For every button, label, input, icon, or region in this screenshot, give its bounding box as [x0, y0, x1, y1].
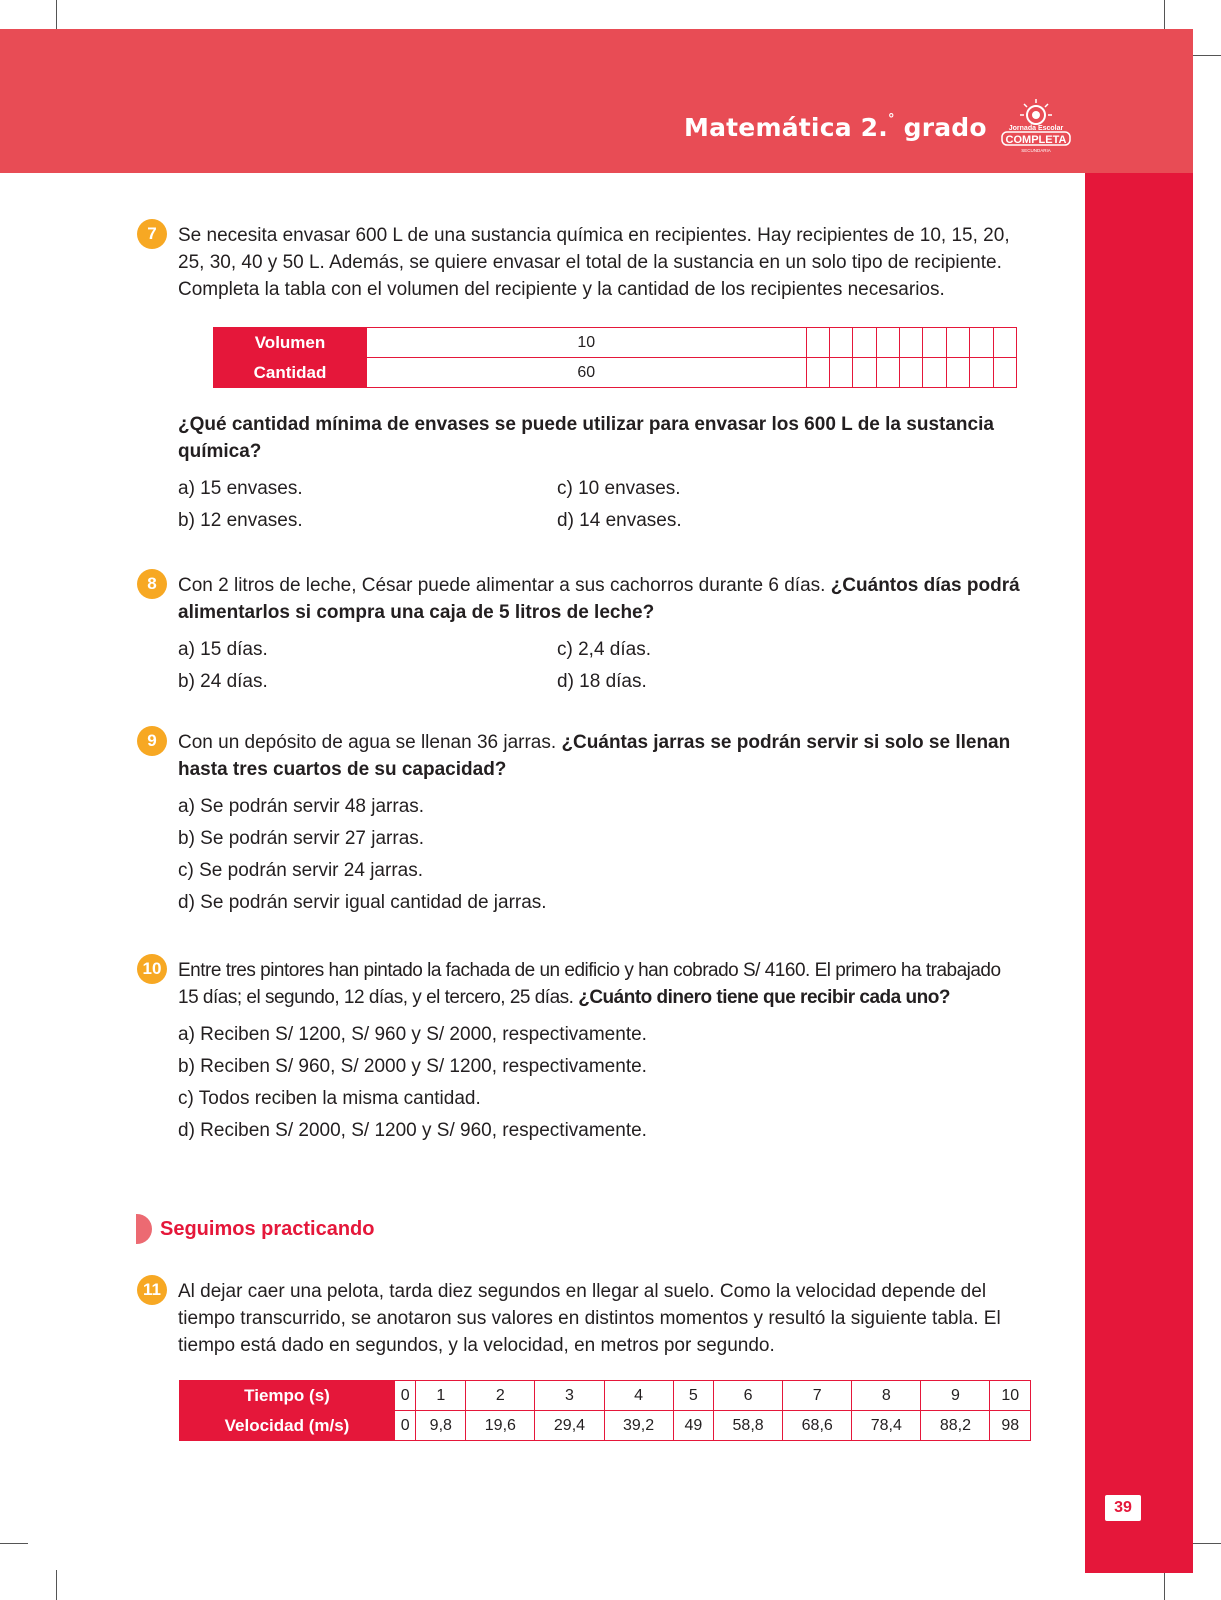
logo-text-line2: COMPLETA — [1005, 134, 1067, 146]
table-cell[interactable] — [923, 328, 946, 358]
degree-mark: ° — [887, 111, 895, 127]
text-span: 15 días; el segundo, 12 días, y el tercero, 25 días. — [178, 987, 579, 1008]
table-cell: 7 — [783, 1381, 852, 1411]
text-line — [178, 756, 1038, 783]
question-11-text — [178, 1278, 1038, 1359]
row-header-velocidad: Velocidad (m/s) — [180, 1411, 395, 1441]
table-cell: 19,6 — [466, 1411, 535, 1441]
crop-mark — [0, 1543, 28, 1544]
text-line — [178, 729, 1038, 756]
table-cell: 39,2 — [604, 1411, 673, 1441]
question-7-prompt — [178, 411, 1038, 465]
page-title — [684, 113, 987, 142]
text-line: ¿Qué cantidad mínima de envases se puede utilizar para envasar los 600 L de la sustancia — [178, 414, 994, 435]
table-cell: 1 — [416, 1381, 466, 1411]
table-cell[interactable] — [853, 358, 876, 388]
text-line — [178, 599, 1038, 626]
table-cell[interactable] — [993, 358, 1016, 388]
table-cell[interactable] — [970, 358, 993, 388]
question-9-text — [178, 729, 1038, 783]
table-row — [214, 328, 1017, 358]
section-title: Seguimos practicando — [160, 1218, 375, 1240]
crop-mark — [1193, 1543, 1221, 1544]
text-line: Entre tres pintores han pintado la fachada de un edificio y han cobrado S/ 4160. El primero ha trabajado — [178, 960, 1001, 981]
option-d[interactable]: d) 18 días. — [557, 671, 647, 692]
option-b[interactable]: b) Reciben S/ 960, S/ 2000 y S/ 1200, respectivamente. — [178, 1056, 647, 1077]
text-line: Completa la tabla con el volumen del recipiente y la cantidad de los recipientes necesarios. — [178, 279, 945, 300]
table-cell[interactable] — [806, 358, 829, 388]
table-cell[interactable] — [970, 328, 993, 358]
volume-table — [213, 327, 1017, 388]
table-cell[interactable] — [993, 328, 1016, 358]
table-cell: 0 — [395, 1381, 416, 1411]
text-line: 25, 30, 40 y 50 L. Además, se quiere envasar el total de la sustancia en un solo tipo de recipiente. — [178, 252, 1002, 273]
option-c[interactable]: c) Se podrán servir 24 jarras. — [178, 860, 423, 881]
table-cell: 29,4 — [535, 1411, 604, 1441]
bold-question: ¿Cuánto dinero tiene que recibir cada uno? — [578, 987, 950, 1008]
option-d[interactable]: d) Reciben S/ 2000, S/ 1200 y S/ 960, respectivamente. — [178, 1120, 647, 1141]
row-header-tiempo: Tiempo (s) — [180, 1381, 395, 1411]
table-cell: 9,8 — [416, 1411, 466, 1441]
table-cell[interactable] — [876, 358, 899, 388]
table-cell[interactable] — [829, 358, 852, 388]
logo-text-line3: SECUNDARIA — [1021, 148, 1051, 153]
question-8-text — [178, 572, 1038, 626]
text-line: tiempo está dado en segundos, y la velocidad, en metros por segundo. — [178, 1335, 775, 1356]
question-number-badge: 8 — [137, 569, 167, 599]
option-c[interactable]: c) 10 envases. — [557, 478, 681, 499]
table-cell: 98 — [990, 1411, 1031, 1441]
table-row — [214, 358, 1017, 388]
question-number-badge: 9 — [137, 726, 167, 756]
text-line: tiempo transcurrido, se anotaron sus valores en distintos momentos y resultó la siguiente tabla. El — [178, 1308, 1001, 1329]
logo-text-line1: Jornada Escolar — [1008, 125, 1064, 132]
table-cell[interactable] — [923, 358, 946, 388]
table-cell: 9 — [921, 1381, 990, 1411]
option-c[interactable]: c) Todos reciben la misma cantidad. — [178, 1088, 481, 1109]
bold-question: ¿Cuántos días podrá — [830, 575, 1020, 596]
table-cell: 49 — [673, 1411, 713, 1441]
table-cell: 88,2 — [921, 1411, 990, 1441]
option-b[interactable]: b) Se podrán servir 27 jarras. — [178, 828, 425, 849]
subject-label: Matemática 2. — [684, 113, 888, 142]
bold-question: ¿Cuántas jarras se podrán servir si solo se llenan — [561, 732, 1011, 753]
table-cell: 58,8 — [714, 1411, 783, 1441]
table-cell[interactable] — [946, 358, 969, 388]
bold-question: hasta tres cuartos de su capacidad? — [178, 759, 507, 780]
option-b[interactable]: b) 24 días. — [178, 671, 268, 692]
table-cell: 4 — [604, 1381, 673, 1411]
question-number-badge: 7 — [137, 219, 167, 249]
crop-mark — [1164, 0, 1165, 30]
table-cell[interactable] — [853, 328, 876, 358]
table-cell: 10 — [367, 328, 807, 358]
question-10-text — [178, 957, 1038, 1011]
table-cell[interactable] — [946, 328, 969, 358]
velocity-table — [179, 1380, 1031, 1441]
option-c[interactable]: c) 2,4 días. — [557, 639, 651, 660]
option-a[interactable]: a) Reciben S/ 1200, S/ 960 y S/ 2000, respectivamente. — [178, 1024, 647, 1045]
option-a[interactable]: a) 15 días. — [178, 639, 268, 660]
table-cell[interactable] — [806, 328, 829, 358]
text-span: Con 2 litros de leche, César puede alimentar a sus cachorros durante 6 días. — [178, 575, 831, 596]
table-cell: 5 — [673, 1381, 713, 1411]
table-cell: 3 — [535, 1381, 604, 1411]
table-cell[interactable] — [829, 328, 852, 358]
text-line: química? — [178, 441, 262, 462]
table-cell[interactable] — [876, 328, 899, 358]
row-header-volumen: Volumen — [214, 328, 367, 358]
table-row — [180, 1411, 1031, 1441]
question-7-text — [178, 222, 1038, 303]
table-cell: 68,6 — [783, 1411, 852, 1441]
option-a[interactable]: a) 15 envases. — [178, 478, 303, 499]
table-cell: 6 — [714, 1381, 783, 1411]
option-a[interactable]: a) Se podrán servir 48 jarras. — [178, 796, 425, 817]
text-line — [178, 984, 1038, 1011]
page-number: 39 — [1105, 1495, 1141, 1521]
table-cell: 78,4 — [852, 1411, 921, 1441]
bold-question: alimentarlos si compra una caja de 5 litros de leche? — [178, 602, 655, 623]
crop-mark — [56, 1570, 57, 1600]
section-marker — [136, 1214, 152, 1244]
crop-mark — [1193, 55, 1221, 56]
crop-mark — [56, 0, 57, 30]
row-header-cantidad: Cantidad — [214, 358, 367, 388]
option-d[interactable]: d) Se podrán servir igual cantidad de jarras. — [178, 892, 547, 913]
text-span: Con un depósito de agua se llenan 36 jarras. — [178, 732, 562, 753]
table-cell: 0 — [395, 1411, 416, 1441]
table-cell: 8 — [852, 1381, 921, 1411]
sun-logo-icon — [1020, 99, 1052, 124]
option-d[interactable]: d) 14 envases. — [557, 510, 682, 531]
table-cell: 60 — [367, 358, 807, 388]
table-cell[interactable] — [900, 328, 923, 358]
table-cell[interactable] — [900, 358, 923, 388]
side-bar — [1085, 173, 1193, 1573]
question-number-badge: 11 — [137, 1275, 167, 1305]
question-number-badge: 10 — [137, 954, 167, 984]
option-b[interactable]: b) 12 envases. — [178, 510, 303, 531]
table-cell: 10 — [990, 1381, 1031, 1411]
grade-label: grado — [903, 113, 987, 142]
text-line: Se necesita envasar 600 L de una sustancia química en recipientes. Hay recipientes de 10, 15, 20, — [178, 225, 1010, 246]
table-row — [180, 1381, 1031, 1411]
school-logo — [996, 95, 1076, 155]
table-cell: 2 — [466, 1381, 535, 1411]
crop-mark — [1164, 1570, 1165, 1600]
text-line — [178, 572, 1038, 599]
text-line: Al dejar caer una pelota, tarda diez segundos en llegar al suelo. Como la velocidad depende del — [178, 1281, 987, 1302]
